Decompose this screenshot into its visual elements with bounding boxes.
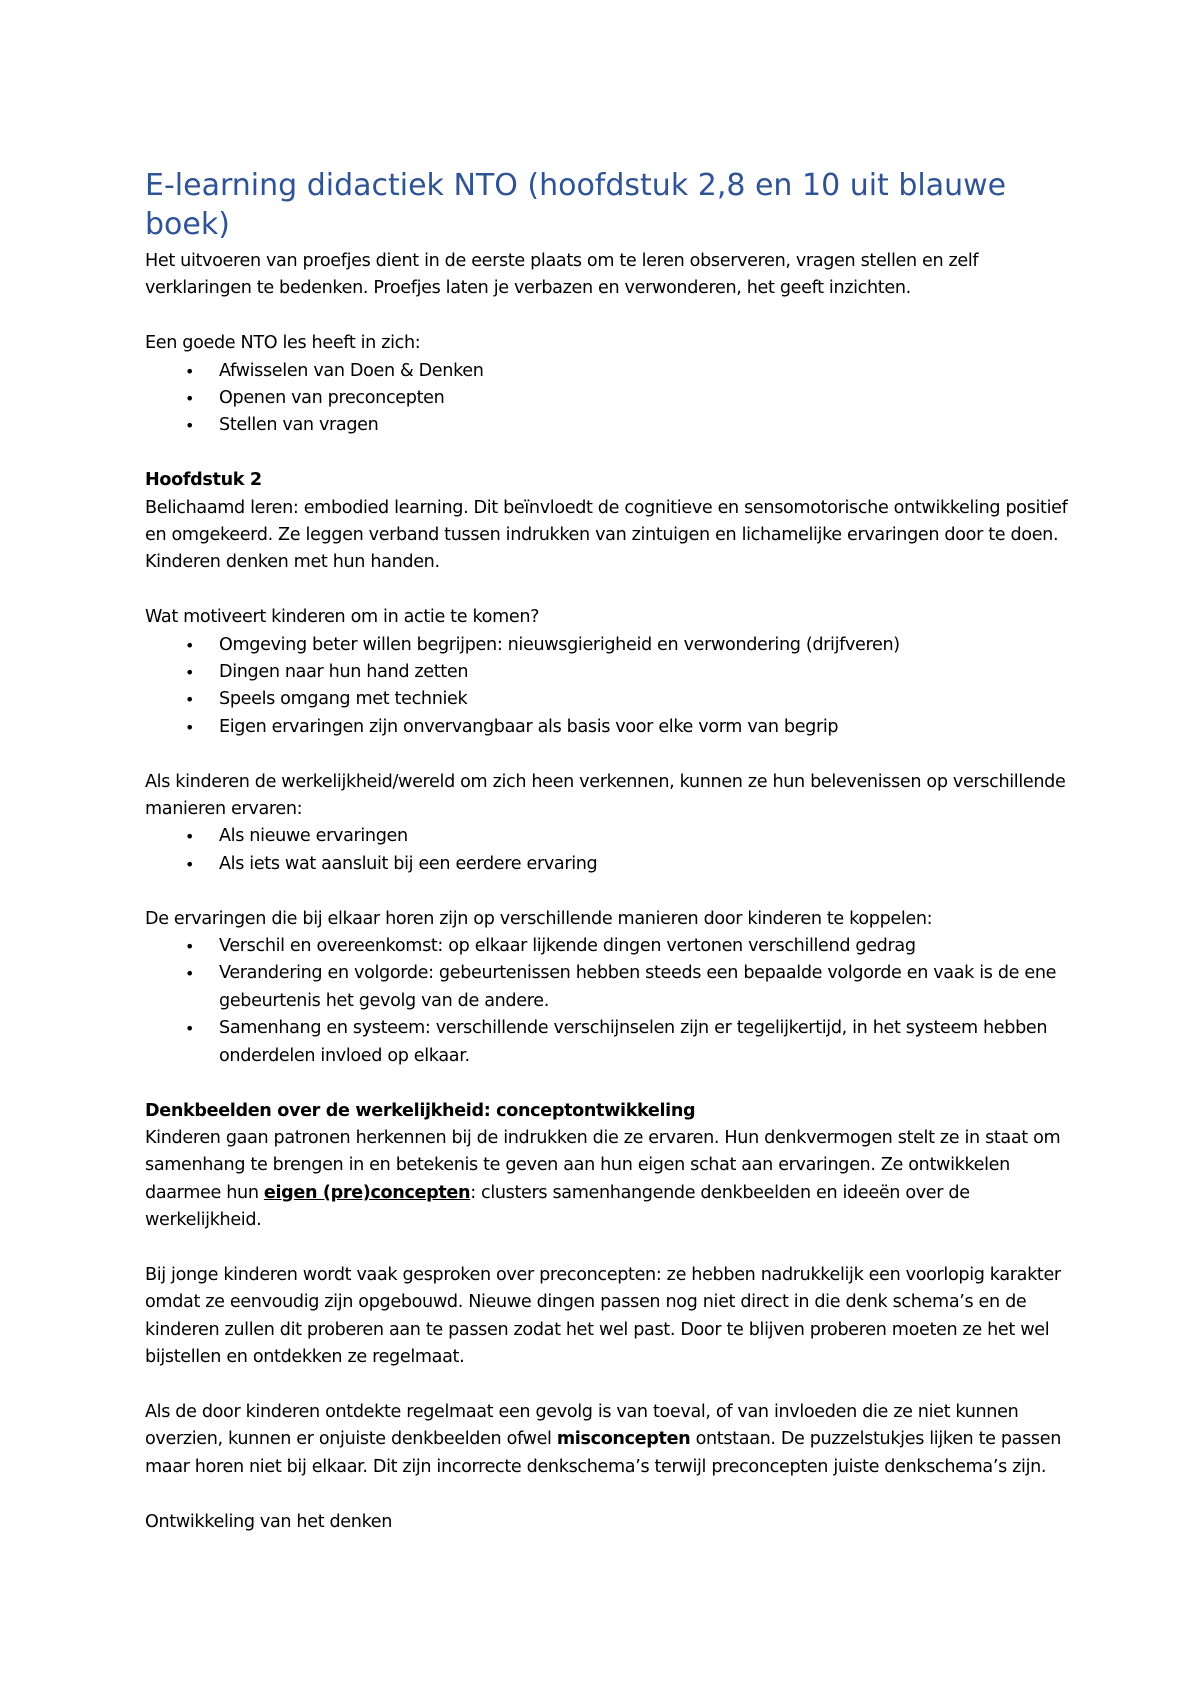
spacer xyxy=(145,1481,1075,1508)
spacer xyxy=(145,1070,1075,1097)
list-item: • Als iets wat aansluit bij een eerdere ervaring xyxy=(145,851,1075,878)
bullet-icon: • xyxy=(185,361,195,381)
bullet-icon: • xyxy=(185,1019,195,1039)
emphasis-text: misconcepten xyxy=(556,1429,691,1450)
spacer xyxy=(145,1372,1075,1399)
document-title: E-learning didactiek NTO (hoofdstuk 2,8 en 10 uit blauwe boek) xyxy=(145,168,1007,242)
list-item: • Speels omgang met techniek xyxy=(145,686,1075,713)
intro-paragraph: Het uitvoeren van proefjes dient in de eerste plaats om te leren observeren, vragen stellen en zelf verklaringen te bedenken. Proefjes laten je verbazen en verwonderen, het geeft inzichten. xyxy=(145,251,979,299)
list-item: • Afwisselen van Doen & Denken xyxy=(145,358,1075,385)
list-item: • Verschil en overeenkomst: op elkaar lijkende dingen vertonen verschillend gedrag xyxy=(145,933,1075,960)
linking-list xyxy=(145,933,1075,1070)
chapter2-heading: Hoofdstuk 2 xyxy=(145,470,262,491)
list-item: • Openen van preconcepten xyxy=(145,385,1075,412)
experience-list xyxy=(145,823,1075,878)
spacer xyxy=(145,440,1075,467)
good-lesson-list xyxy=(145,358,1075,440)
misconcepts-paragraph: Als de door kinderen ontdekte regelmaat een gevolg is van toeval, of van invloeden die ze niet kunnen overzien, kunnen er onjuiste denkbeelden ofwel misconcepten ontstaan. De puzzelstukjes lijken te passen maar horen niet bij elkaar. Dit zijn incorrecte denkschema’s terwijl preconcepten juiste denkschema’s zijn. xyxy=(145,1401,1062,1477)
list-item: • Als nieuwe ervaringen xyxy=(145,823,1075,850)
linking-lead: De ervaringen die bij elkaar horen zijn op verschillende manieren door kinderen te koppelen: xyxy=(145,908,933,929)
document-body xyxy=(145,166,1075,1536)
list-item: • Dingen naar hun hand zetten xyxy=(145,659,1075,686)
list-item: • Eigen ervaringen zijn onvervangbaar als basis voor elke vorm van begrip xyxy=(145,714,1075,741)
bullet-icon: • xyxy=(185,937,195,957)
spacer xyxy=(145,303,1075,330)
concepts-heading: Denkbeelden over de werkelijkheid: conceptontwikkeling xyxy=(145,1100,696,1121)
list-item: • Omgeving beter willen begrijpen: nieuwsgierigheid en verwondering (drijfveren) xyxy=(145,632,1075,659)
good-lesson-lead: Een goede NTO les heeft in zich: xyxy=(145,333,421,354)
list-item: • Verandering en volgorde: gebeurtenissen hebben steeds een bepaalde volgorde en vaak is de ene gebeurtenis het gevolg van de andere. xyxy=(145,960,1075,1015)
bullet-icon: • xyxy=(185,635,195,655)
concepts-paragraph: Kinderen gaan patronen herkennen bij de indrukken die ze ervaren. Hun denkvermogen stelt ze in staat om samenhang te brengen in en betekenis te geven aan hun eigen schat aan ervaringen. Ze ontwikkelen daarmee hun eigen (pre)concepten: clusters samenhangende denkbeelden en ideeën over de werkelijkheid. xyxy=(145,1127,1061,1231)
spacer xyxy=(145,577,1075,604)
bullet-icon: • xyxy=(185,663,195,683)
motivation-lead: Wat motiveert kinderen om in actie te komen? xyxy=(145,607,540,628)
bullet-icon: • xyxy=(185,717,195,737)
experience-lead: Als kinderen de werkelijkheid/wereld om zich heen verkennen, kunnen ze hun belevenissen op verschillende manieren ervaren: xyxy=(145,771,1066,820)
spacer xyxy=(145,1235,1075,1262)
spacer xyxy=(145,878,1075,905)
closing-line: Ontwikkeling van het denken xyxy=(145,1511,393,1532)
chapter2-paragraph: Belichaamd leren: embodied learning. Dit beïnvloedt de cognitieve en sensomotorische ontwikkeling positief en omgekeerd. Ze leggen verband tussen indrukken van zintuigen en lichamelijke ervaringen door te doen. Kinderen denken met hun handen. xyxy=(145,497,1068,573)
preconcepts-paragraph: Bij jonge kinderen wordt vaak gesproken over preconcepten: ze hebben nadrukkelijk een voorlopig karakter omdat ze eenvoudig zijn opgebouwd. Nieuwe dingen passen nog niet direct in die denk schema’s en de kinderen zullen dit proberen aan te passen zodat het wel past. Door te blijven proberen moeten ze het wel bijstellen en ontdekken ze regelmaat. xyxy=(145,1264,1061,1368)
emphasis-text: eigen (pre)concepten xyxy=(263,1182,471,1203)
bullet-icon: • xyxy=(185,827,195,847)
bullet-icon: • xyxy=(185,964,195,984)
bullet-icon: • xyxy=(185,690,195,710)
bullet-icon: • xyxy=(185,854,195,874)
list-item: • Samenhang en systeem: verschillende verschijnselen zijn er tegelijkertijd, in het systeem hebben onderdelen invloed op elkaar. xyxy=(145,1015,1075,1070)
bullet-icon: • xyxy=(185,389,195,409)
spacer xyxy=(145,741,1075,768)
bullet-icon: • xyxy=(185,416,195,436)
list-item: • Stellen van vragen xyxy=(145,412,1075,439)
motivation-list xyxy=(145,632,1075,742)
